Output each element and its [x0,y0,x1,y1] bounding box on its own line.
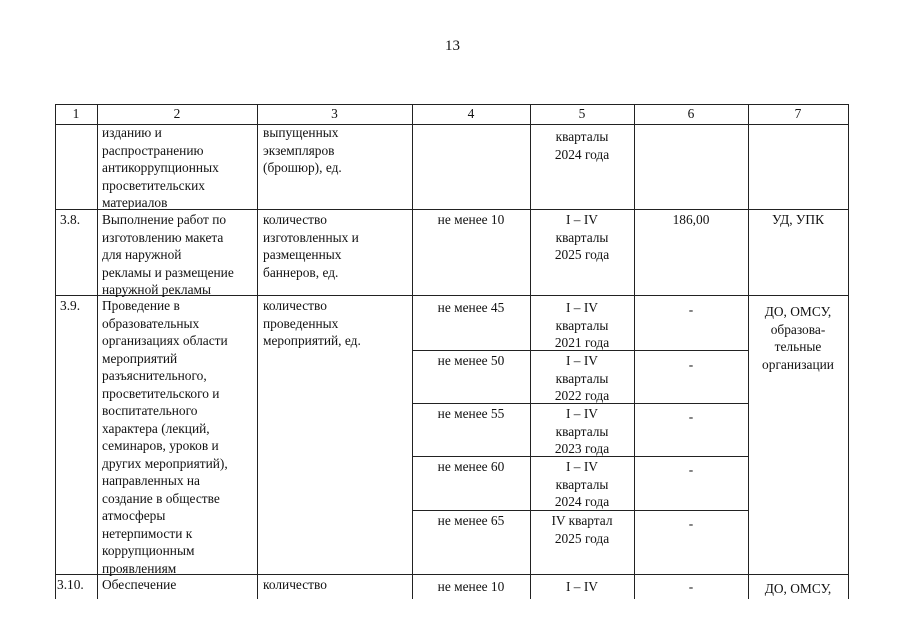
row-3-10-executors: ДО, ОМСУ, [764,581,832,596]
row-border [55,104,848,105]
row-3-8-description: Выполнение работ по изготовлению макета для наружной рекламы и размещение наружной рекламы [102,212,234,297]
row-number: 3.8. [60,212,81,227]
table-border-right [848,104,849,599]
header-col-4: 4 [467,106,475,121]
column-border [257,104,258,599]
subrow-period: I – IV кварталы 2023 года [554,406,610,456]
header-col-1: 1 [72,106,80,121]
subrow-target: не менее 60 [437,459,505,474]
header-col-6: 6 [687,106,695,121]
row-3-8-funding: 186,00 [672,212,710,227]
subrow-funding: - [688,357,694,372]
subrow-funding: - [688,462,694,477]
prev-row-col5: кварталы 2024 года [554,129,610,162]
row-3-8-executors: УД, УПК [771,212,825,227]
subrow-period: I – IV кварталы 2021 года [554,300,610,350]
table-border-left [55,104,56,599]
header-col-7: 7 [794,106,802,121]
row-3-9-indicator: количество проведенных мероприятий, ед. [263,298,361,348]
row-3-8-target: не менее 10 [437,212,505,227]
header-col-3: 3 [331,106,338,121]
row-3-9-executors: ДО, ОМСУ, образова- тельные организации [762,304,834,372]
subrow-funding: - [688,302,694,317]
subrow-period: I – IV кварталы 2024 года [554,459,610,509]
row-3-9-description: Проведение в образовательных организациях области мероприятий разъяснительного, просветительского и воспитательного характера (лекций, семинаров, уроков и других мероприятий), направленных на создание в обществе атмосферы нетерпимости к коррупционным проявлениям [102,298,228,576]
subrow-period: I – IV кварталы 2022 года [554,353,610,403]
row-3-10-period: I – IV [566,579,598,594]
row-3-10-funding: - [688,579,694,594]
row-3-10-target: не менее 10 [437,579,505,594]
header-col-2: 2 [173,106,181,121]
subrow-target: не менее 50 [437,353,505,368]
row-3-8-period: I – IV кварталы 2025 года [554,212,610,262]
row-3-8-indicator: количество изготовленных и размещенных баннеров, ед. [263,212,359,280]
column-border [97,104,98,599]
header-col-5: 5 [578,106,586,121]
subrow-period: IV квартал 2025 года [551,513,613,546]
subrow-target: не менее 45 [437,300,505,315]
row-number: 3.10. [57,577,84,592]
prev-row-col2: изданию и распространению антикоррупционных просветительских материалов [102,125,219,210]
page-number: 13 [445,38,460,54]
prev-row-col3: выпущенных экземпляров (брошюр), ед. [263,125,342,175]
subrow-funding: - [688,516,694,531]
subrow-target: не менее 65 [437,513,505,528]
row-3-10-indicator: количество [263,577,327,592]
subrow-target: не менее 55 [437,406,505,421]
subrow-funding: - [688,409,694,424]
row-number: 3.9. [60,298,81,313]
row-3-10-description: Обеспечение [102,577,177,592]
